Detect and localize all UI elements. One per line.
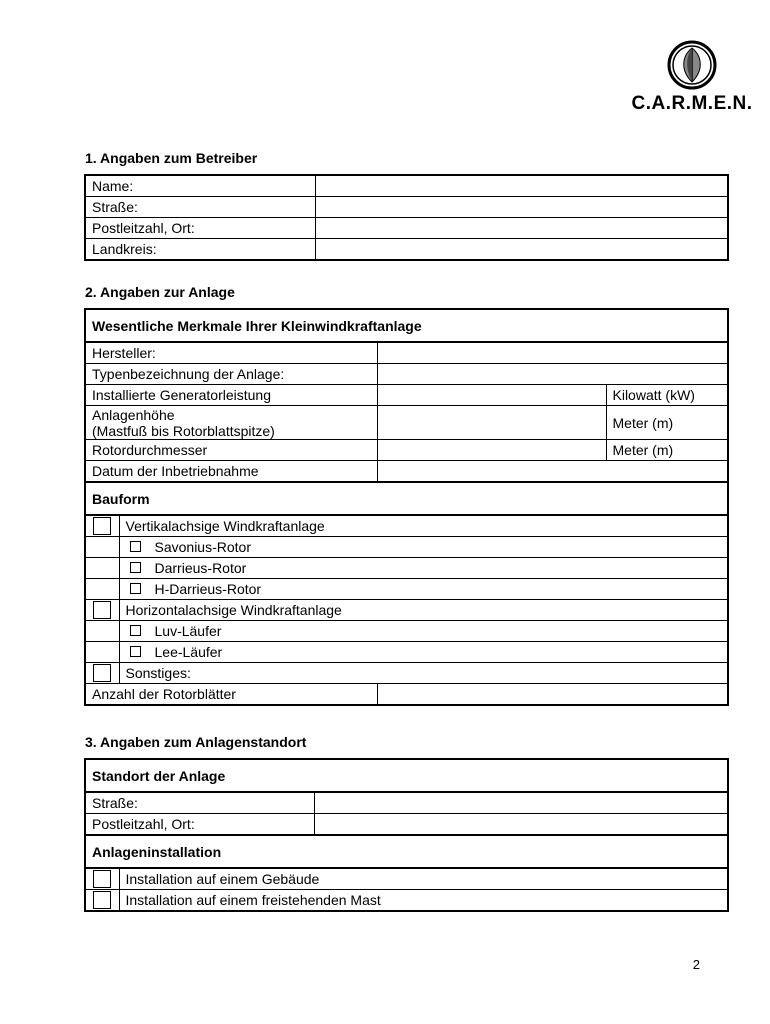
mast-checkbox-cell[interactable]: [85, 890, 119, 912]
type-label: Typenbezeichnung der Anlage:: [85, 364, 377, 385]
height-field[interactable]: [377, 406, 606, 440]
vertical-checkbox-cell[interactable]: [85, 515, 119, 537]
plant-table: [84, 308, 729, 706]
location-zip-city-label: Postleitzahl, Ort:: [85, 814, 314, 836]
darrieus-label: Darrieus-Rotor: [154, 560, 247, 576]
building-checkbox-cell[interactable]: [85, 868, 119, 890]
horizontal-checkbox-cell[interactable]: [85, 600, 119, 621]
rotor-diameter-unit: Meter (m): [606, 440, 728, 461]
upwind-label: Luv-Läufer: [154, 623, 222, 639]
h-darrieus-label: H-Darrieus-Rotor: [154, 581, 262, 597]
mast-checkbox[interactable]: [93, 891, 111, 909]
other-checkbox[interactable]: [93, 664, 111, 682]
darrieus-option[interactable]: [119, 558, 728, 579]
street-field[interactable]: [315, 197, 728, 218]
savonius-label: Savonius-Rotor: [154, 539, 251, 555]
logo-brand-text: C.A.R.M.E.N.: [631, 93, 753, 114]
other-label: Sonstiges:: [119, 663, 728, 684]
zip-city-field[interactable]: [315, 218, 728, 239]
name-label: Name:: [85, 175, 315, 197]
darrieus-checkbox[interactable]: [130, 562, 141, 573]
savonius-option[interactable]: [119, 537, 728, 558]
upwind-checkbox[interactable]: [130, 625, 141, 636]
height-unit: Meter (m): [606, 406, 728, 440]
downwind-checkbox[interactable]: [130, 646, 141, 657]
h-darrieus-option[interactable]: [119, 579, 728, 600]
building-checkbox[interactable]: [93, 870, 111, 888]
horizontal-checkbox[interactable]: [93, 601, 111, 619]
installation-title: Anlageninstallation: [85, 835, 728, 868]
location-street-field[interactable]: [314, 792, 728, 814]
mast-label: Installation auf einem freistehenden Mast: [119, 890, 728, 912]
height-label-line2: (Mastfuß bis Rotorblattspitze): [92, 422, 275, 439]
type-field[interactable]: [377, 364, 728, 385]
plant-features-title: Wesentliche Merkmale Ihrer Kleinwindkraftanlage: [85, 309, 728, 342]
district-label: Landkreis:: [85, 239, 315, 261]
commissioning-date-label: Datum der Inbetriebnahme: [85, 461, 377, 483]
rotor-diameter-field[interactable]: [377, 440, 606, 461]
section2-heading: 2. Angaben zur Anlage: [85, 284, 235, 300]
location-zip-city-field[interactable]: [314, 814, 728, 836]
building-label: Installation auf einem Gebäude: [119, 868, 728, 890]
zip-city-label: Postleitzahl, Ort:: [85, 218, 315, 239]
horizontal-label: Horizontalachsige Windkraftanlage: [119, 600, 728, 621]
name-field[interactable]: [315, 175, 728, 197]
location-table: [84, 758, 729, 912]
manufacturer-field[interactable]: [377, 342, 728, 364]
power-unit: Kilowatt (kW): [606, 385, 728, 406]
savonius-checkbox[interactable]: [130, 541, 141, 552]
h-darrieus-checkbox[interactable]: [130, 583, 141, 594]
vertical-checkbox[interactable]: [93, 517, 111, 535]
leaf-emblem-icon: [664, 40, 720, 90]
design-title: Bauform: [85, 482, 728, 515]
section3-heading: 3. Angaben zum Anlagenstandort: [85, 734, 307, 750]
table-row: [85, 197, 728, 218]
rotor-diameter-label: Rotordurchmesser: [85, 440, 377, 461]
carmen-logo: [626, 40, 758, 120]
power-label: Installierte Generatorleistung: [85, 385, 377, 406]
power-field[interactable]: [377, 385, 606, 406]
upwind-option[interactable]: [119, 621, 728, 642]
location-title: Standort der Anlage: [85, 759, 728, 792]
height-label: [85, 406, 377, 440]
district-field[interactable]: [315, 239, 728, 261]
page-number: 2: [692, 957, 700, 972]
table-row: [85, 175, 728, 197]
downwind-option[interactable]: [119, 642, 728, 663]
table-row: [85, 218, 728, 239]
street-label: Straße:: [85, 197, 315, 218]
operator-table: [84, 174, 729, 261]
section1-heading: 1. Angaben zum Betreiber: [85, 150, 258, 166]
commissioning-date-field[interactable]: [377, 461, 728, 483]
vertical-label: Vertikalachsige Windkraftanlage: [119, 515, 728, 537]
table-row: [85, 239, 728, 261]
blade-count-field[interactable]: [377, 684, 728, 706]
blade-count-label: Anzahl der Rotorblätter: [85, 684, 377, 706]
location-street-label: Straße:: [85, 792, 314, 814]
height-label-line1: Anlagenhöhe: [92, 406, 175, 423]
other-checkbox-cell[interactable]: [85, 663, 119, 684]
downwind-label: Lee-Läufer: [154, 644, 223, 660]
manufacturer-label: Hersteller:: [85, 342, 377, 364]
